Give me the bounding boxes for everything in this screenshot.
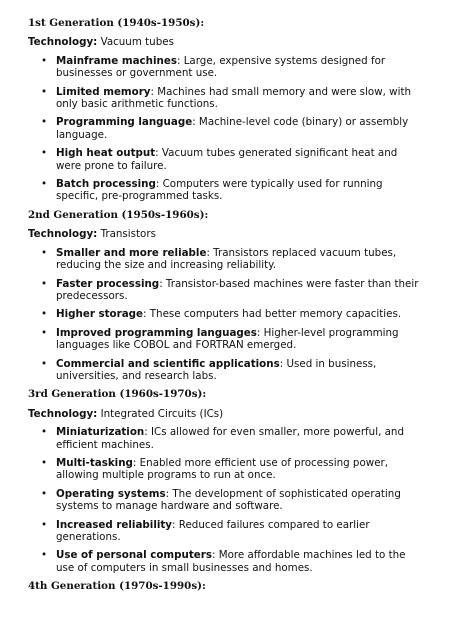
list-item — [28, 327, 454, 352]
bullet-icon: • — [41, 518, 48, 531]
technology-value: Integrated Circuits (ICs) — [97, 407, 224, 420]
item-text: : ICs allowed for even smaller, more powerful, and efficient machines. — [56, 426, 404, 451]
bullet-icon: • — [41, 246, 48, 259]
generation-heading: 1st Generation (1940s-1950s): — [28, 17, 205, 29]
bullet-icon: • — [41, 54, 48, 67]
bullet-icon: • — [41, 426, 48, 439]
technology-line — [28, 228, 454, 240]
item-text: : Used in business, universities, and research labs. — [56, 357, 377, 382]
list-item — [28, 116, 454, 141]
characteristics-list — [28, 247, 454, 383]
list-item — [28, 488, 454, 513]
item-title: Multi-tasking — [56, 456, 133, 469]
technology-line — [28, 408, 454, 420]
characteristics-list — [28, 55, 454, 203]
item-text: : Higher-level programming languages like COBOL and FORTRAN emerged. — [56, 326, 399, 352]
generation-heading: 2nd Generation (1950s-1960s): — [28, 208, 209, 221]
item-text: : Reduced failures compared to earlier generations. — [56, 518, 370, 543]
item-title: Programming language — [56, 116, 193, 129]
list-item — [28, 457, 454, 482]
item-title: Improved programming languages — [56, 326, 257, 339]
technology-value: Transistors — [97, 228, 156, 241]
bullet-icon: • — [41, 308, 48, 321]
characteristics-list — [28, 426, 454, 574]
generation-heading: 4th Generation (1970s-1990s): — [28, 580, 206, 593]
item-text: : Vacuum tubes generated significant heat and were prone to failure. — [56, 147, 398, 172]
list-item — [28, 147, 454, 172]
bullet-icon: • — [41, 326, 48, 339]
item-text: : Machine-level code (binary) or assembly language. — [56, 116, 409, 141]
bullet-icon: • — [41, 147, 48, 160]
bullet-icon: • — [41, 456, 48, 469]
item-title: Increased reliability — [56, 518, 173, 531]
item-title: Miniaturization — [56, 426, 145, 439]
item-text: : Enabled more efficient use of processing power, allowing multiple programs to run at once. — [56, 456, 389, 482]
item-title: Use of personal computers — [56, 549, 212, 562]
item-title: Higher storage — [56, 308, 144, 321]
technology-line — [28, 36, 454, 48]
list-item — [28, 426, 454, 451]
item-title: Batch processing — [56, 178, 156, 191]
item-title: Faster processing — [56, 277, 160, 290]
technology-label: Technology: — [28, 407, 98, 420]
item-text: : The development of sophisticated operating systems to manage hardware and software. — [56, 487, 401, 513]
bullet-icon: • — [41, 277, 48, 290]
item-text: : Transistor-based machines were faster than their predecessors. — [56, 277, 419, 302]
generation-heading: 3rd Generation (1960s-1970s): — [28, 388, 207, 401]
bullet-icon: • — [41, 85, 48, 98]
item-title: Smaller and more reliable — [56, 246, 207, 259]
technology-label: Technology: — [28, 228, 98, 241]
list-item — [28, 278, 454, 303]
item-text: : Transistors replaced vacuum tubes, reducing the size and increasing reliability. — [56, 246, 397, 272]
list-item — [28, 549, 454, 574]
item-title: Limited memory — [56, 85, 151, 98]
item-text: : Machines had small memory and were slow, with only basic arithmetic functions. — [56, 85, 412, 111]
bullet-icon: • — [41, 487, 48, 500]
technology-value: Vacuum tubes — [97, 36, 174, 49]
bullet-icon: • — [41, 116, 48, 129]
bullet-icon: • — [41, 549, 48, 562]
item-text: : More affordable machines led to the use of computers in small businesses and homes. — [56, 549, 406, 574]
document-content — [28, 17, 454, 593]
item-title: Operating systems — [56, 487, 166, 500]
item-title: Commercial and scientific applications — [56, 357, 280, 370]
bullet-icon: • — [41, 357, 48, 370]
bullet-icon: • — [41, 178, 48, 191]
list-item — [28, 55, 454, 80]
list-item — [28, 86, 454, 111]
list-item — [28, 247, 454, 272]
list-item — [28, 519, 454, 544]
item-text: : These computers had better memory capacities. — [143, 308, 402, 321]
technology-label: Technology: — [28, 36, 98, 49]
list-item — [28, 178, 454, 203]
item-title: Mainframe machines — [56, 54, 177, 67]
list-item — [28, 308, 454, 320]
item-text: : Large, expensive systems designed for businesses or government use. — [56, 54, 386, 80]
item-text: : Computers were typically used for running specific, pre-programmed tasks. — [56, 178, 383, 203]
item-title: High heat output — [56, 147, 156, 160]
list-item — [28, 358, 454, 383]
